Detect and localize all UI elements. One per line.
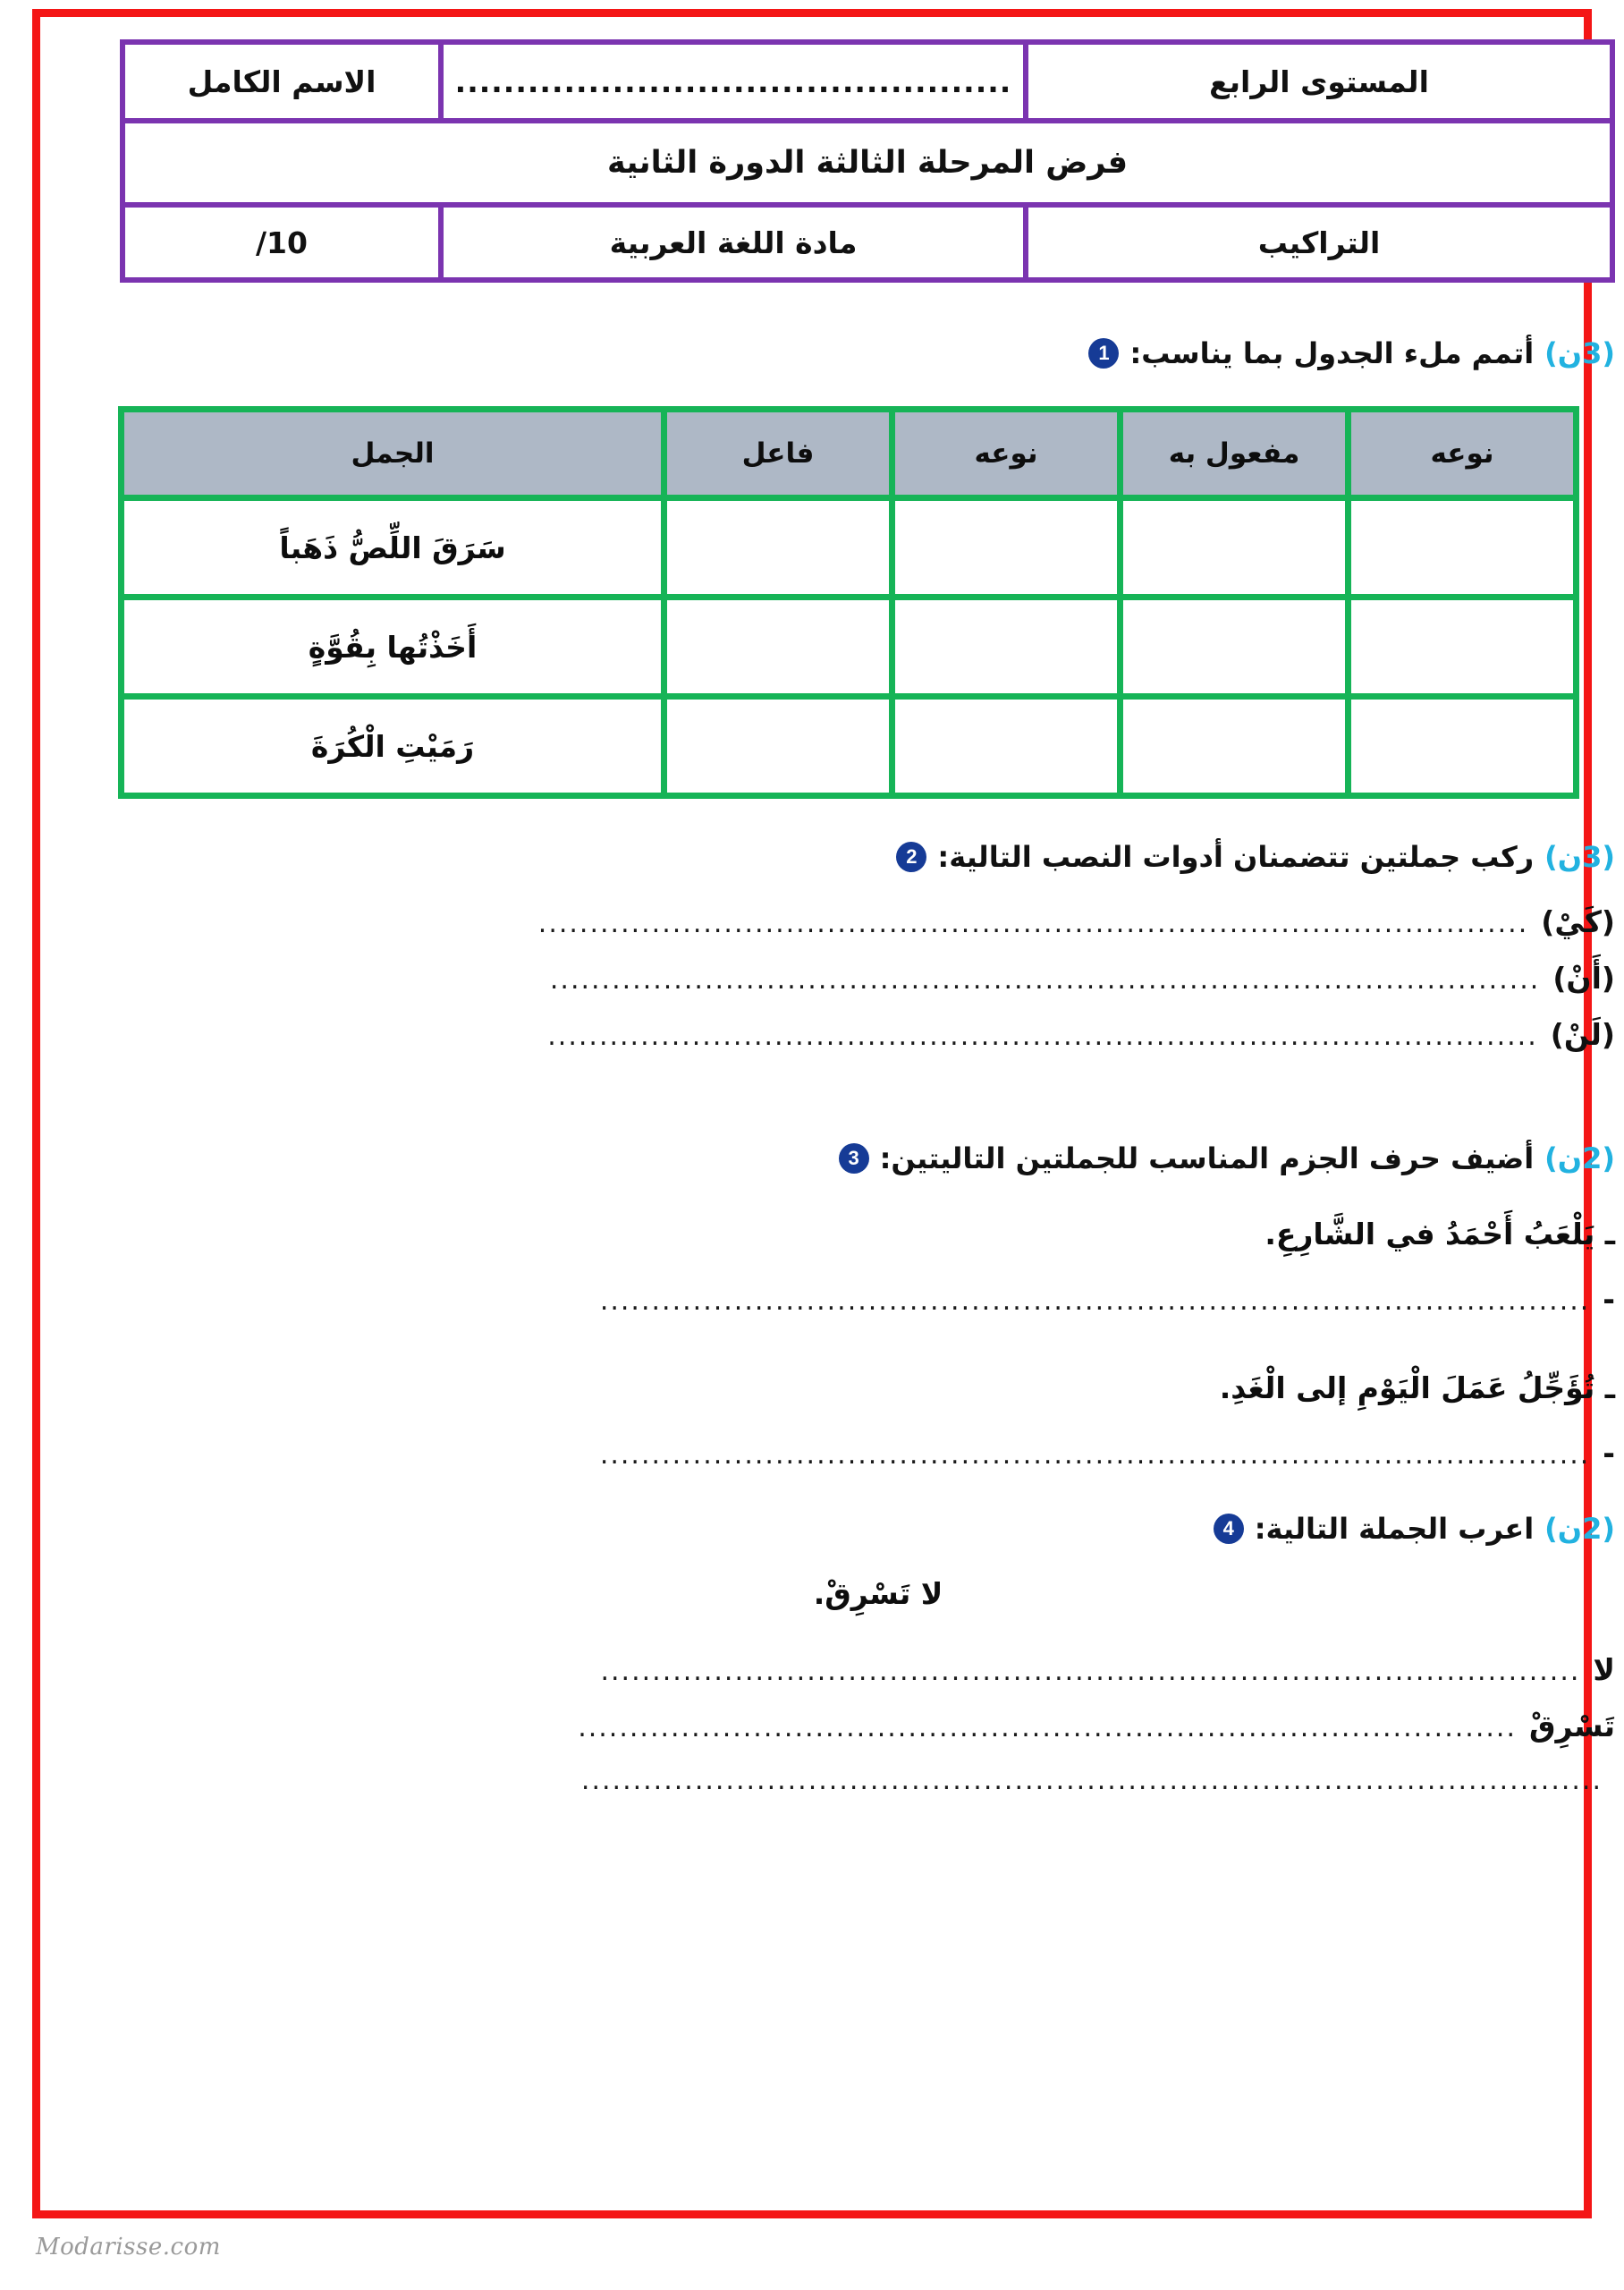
cell-nawuh-1[interactable] <box>892 697 1121 796</box>
cell-mafoul-bih[interactable] <box>1121 498 1349 598</box>
name-dots-cell[interactable]: .............................................. <box>441 42 1026 121</box>
answer-dots[interactable]: ........................................................................................... <box>578 1712 1517 1743</box>
cell-sentence: أَخَذْتُها بِقُوَّةٍ <box>122 598 664 697</box>
table-row <box>122 697 1577 796</box>
answer-dots[interactable]: ................................................................................................ <box>547 1021 1538 1052</box>
header-info-table <box>120 39 1615 283</box>
answer-line-lan <box>157 1017 1615 1052</box>
header-row-title <box>123 121 1612 205</box>
question-2-text: ركب جملتين تتضمنان أدوات النصب التالية: <box>937 840 1535 874</box>
question-3-badge: 3 <box>839 1143 869 1174</box>
question-2-badge: 2 <box>896 842 926 872</box>
grammar-table-header-row <box>122 410 1577 498</box>
q3-sentence-1: ـ يَلْعَبُ أَحْمَدُ في الشَّارِعِ. <box>1265 1217 1615 1251</box>
cell-nawuh-2[interactable] <box>1349 498 1577 598</box>
q3-sentence-2: ـ تُؤَجِّلُ عَمَلَ الْيَوْمِ إلى الْغَدِ. <box>1219 1370 1615 1405</box>
question-4-text: اعرب الجملة التالية: <box>1254 1512 1535 1546</box>
header-row-subject <box>123 205 1612 280</box>
col-header-sentences: الجمل <box>122 410 664 498</box>
col-header-nawuh-2: نوعه <box>1349 410 1577 498</box>
table-row <box>122 498 1577 598</box>
answer-dots[interactable]: ............................................................................................... <box>600 1656 1581 1687</box>
col-header-faail: فاعل <box>664 410 892 498</box>
q4-answer-line-extra <box>157 1765 1615 1796</box>
exam-title-cell: فرض المرحلة الثالثة الدورة الثانية <box>123 121 1612 205</box>
answer-dash-1: - <box>1603 1282 1615 1317</box>
col-header-mafoul-bih: مفعول به <box>1121 410 1349 498</box>
cell-mafoul-bih[interactable] <box>1121 598 1349 697</box>
question-3-text: أضيف حرف الجزم المناسب للجملتين التاليتين: <box>879 1141 1535 1175</box>
page-red-frame <box>32 9 1615 2218</box>
subject-cell: مادة اللغة العربية <box>441 205 1026 280</box>
question-2-heading <box>141 840 1615 874</box>
question-2-points: (3ن) <box>1544 840 1615 874</box>
page-content <box>89 39 1615 2222</box>
grammar-analysis-table <box>118 406 1579 799</box>
grammar-table-head <box>122 410 1577 498</box>
answer-line-kay <box>157 904 1615 939</box>
q4-answer-line-tasriq <box>157 1709 1615 1743</box>
answer-dots[interactable]: ................................................................................................ <box>537 908 1529 939</box>
cell-nawuh-1[interactable] <box>892 498 1121 598</box>
table-row <box>122 598 1577 697</box>
cell-faail[interactable] <box>664 598 892 697</box>
domain-tag-cell: التراكيب <box>1026 205 1612 280</box>
question-4-points: (2ن) <box>1544 1512 1615 1546</box>
answer-dots[interactable]: ................................................................................................... <box>580 1765 1603 1796</box>
cell-nawuh-1[interactable] <box>892 598 1121 697</box>
question-1-badge: 1 <box>1088 338 1119 369</box>
site-watermark: Modarisse.com <box>36 2234 221 2260</box>
answer-dots[interactable]: ................................................................................................ <box>599 1439 1591 1471</box>
answer-dash-2: - <box>1603 1436 1615 1471</box>
cell-sentence: سَرَقَ اللِّصُّ ذَهَباً <box>122 498 664 598</box>
answer-dots[interactable]: ................................................................................................ <box>549 964 1541 996</box>
q3-answer-line-2 <box>157 1436 1615 1471</box>
question-4-heading <box>141 1512 1615 1546</box>
grammar-table-body <box>122 498 1577 796</box>
cell-nawuh-2[interactable] <box>1349 598 1577 697</box>
word-label-la: لا <box>1593 1652 1615 1687</box>
particle-label-lan: (لَنْ) <box>1550 1017 1615 1052</box>
answer-dots[interactable]: ................................................................................................ <box>599 1285 1591 1317</box>
question-1-heading <box>141 336 1615 370</box>
question-4-badge: 4 <box>1214 1514 1244 1544</box>
cell-sentence: رَمَيْتِ الْكُرَةَ <box>122 697 664 796</box>
question-3-points: (2ن) <box>1544 1141 1615 1175</box>
answer-line-an <box>157 961 1615 996</box>
cell-mafoul-bih[interactable] <box>1121 697 1349 796</box>
q3-answer-line-1 <box>157 1282 1615 1317</box>
word-label-tasriq: تَسْرِقْ <box>1528 1709 1615 1743</box>
particle-label-kay: (كَيْ) <box>1541 904 1615 939</box>
q4-sentence: لا تَسْرِقْ. <box>813 1576 943 1611</box>
question-1-points: (3ن) <box>1544 336 1615 370</box>
col-header-nawuh-1: نوعه <box>892 410 1121 498</box>
question-3-heading <box>141 1141 1615 1175</box>
mark-cell: /10 <box>123 205 441 280</box>
question-1-text: أتمم ملء الجدول بما يناسب: <box>1129 336 1535 370</box>
header-row-identity <box>123 42 1612 121</box>
q4-answer-line-la <box>157 1652 1615 1687</box>
cell-faail[interactable] <box>664 498 892 598</box>
cell-faail[interactable] <box>664 697 892 796</box>
cell-nawuh-2[interactable] <box>1349 697 1577 796</box>
full-name-label-cell: الاسم الكامل <box>123 42 441 121</box>
particle-label-an: (أَنْ) <box>1552 961 1615 996</box>
level-cell: المستوى الرابع <box>1026 42 1612 121</box>
